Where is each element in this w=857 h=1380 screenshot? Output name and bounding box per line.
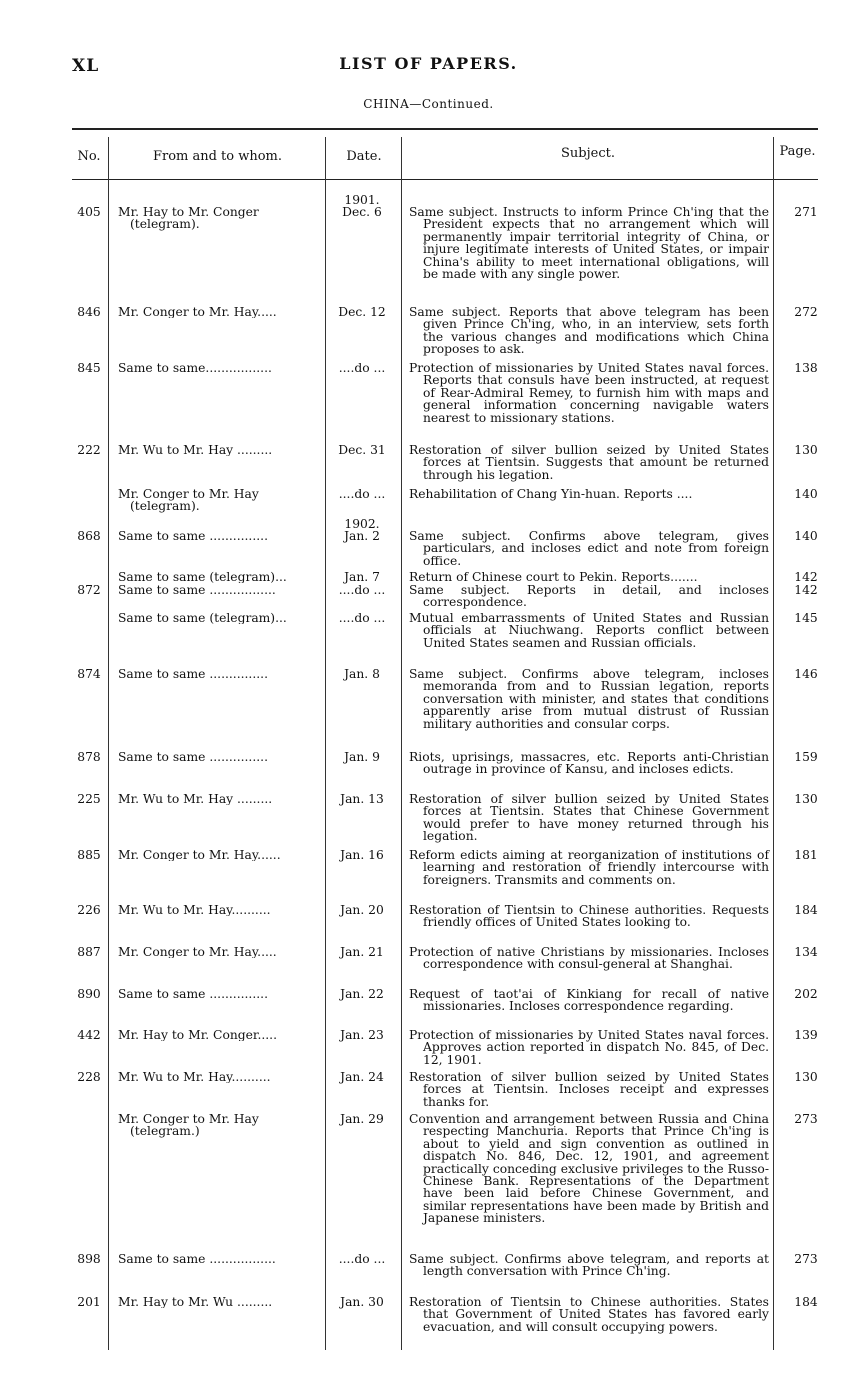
section-title: CHINA—Continued. <box>363 97 494 111</box>
row-page: 184 <box>794 1295 818 1309</box>
row-from-to: Mr. Conger to Mr. Hay (telegram). <box>118 487 259 514</box>
row-from-to: Mr. Hay to Mr. Conger (telegram). <box>118 205 259 232</box>
row-from-to: Same to same (telegram)... <box>118 612 287 625</box>
row-subject: Protection of missionaries by United States naval forces. Approves action reported in dispatch No. 845, of Dec. 12, 1901. <box>409 1028 769 1067</box>
row-number: 874 <box>77 667 101 681</box>
row-page: 159 <box>794 750 818 764</box>
row-page: 140 <box>794 529 818 543</box>
row-date: Jan. 21 <box>340 945 384 959</box>
row-page: 273 <box>794 1252 818 1266</box>
row-date: ....do ... <box>338 1252 386 1266</box>
row-from-to: Same to same ............... <box>118 668 268 681</box>
row-subject: Rehabilitation of Chang Yin-huan. Reports .... <box>409 487 693 501</box>
row-number: 878 <box>77 750 101 764</box>
row-page: 146 <box>794 667 818 681</box>
col-header-from: From and to whom. <box>152 149 283 164</box>
row-number: 898 <box>77 1252 101 1266</box>
row-number: 228 <box>77 1070 101 1084</box>
row-subject: Same subject. Reports in detail, and incloses correspondence. <box>409 583 769 610</box>
row-number: 222 <box>77 443 101 457</box>
row-number: 890 <box>77 987 101 1001</box>
row-subject: Reform edicts aiming at reorganization of institutions of learning and restoration of friendly intercourse with foreigners. Transmits and comments on. <box>409 848 769 887</box>
row-from-to: Mr. Wu to Mr. Hay ......... <box>118 444 273 457</box>
row-date: Jan. 16 <box>340 848 384 862</box>
col-divider <box>773 137 774 1350</box>
row-date: Dec. 12 <box>338 305 386 319</box>
row-page: 273 <box>794 1112 818 1126</box>
row-number: 845 <box>77 361 101 375</box>
col-divider <box>325 137 326 1350</box>
row-from-to: Mr. Conger to Mr. Hay...... <box>118 849 281 862</box>
row-page: 272 <box>794 305 818 319</box>
row-subject: Protection of native Christians by missionaries. Incloses correspondence with consul-general at Shanghai. <box>409 945 769 972</box>
col-divider <box>401 137 402 1350</box>
row-subject: Restoration of silver bullion seized by United States forces at Tientsin. Incloses receipt and expresses thanks for. <box>409 1070 769 1109</box>
row-from-to: Mr. Hay to Mr. Conger..... <box>118 1029 277 1042</box>
row-page: 145 <box>794 611 818 625</box>
row-from-to: Mr. Conger to Mr. Hay..... <box>118 946 277 959</box>
row-year: 1901. <box>344 193 380 207</box>
row-from-to: Same to same ............... <box>118 530 268 543</box>
row-subject: Same subject. Confirms above telegram, incloses memoranda from and to Russian legation, reports conversation with minister, and states that conditions apparently arise from mutual distrust of Russian military authorities and consular corps. <box>409 667 769 731</box>
row-page: 271 <box>794 205 818 219</box>
row-date: Jan. 2 <box>344 529 380 544</box>
col-divider <box>108 137 109 1350</box>
row-date: ....do ... <box>338 583 386 597</box>
row-subject: Restoration of Tientsin to Chinese authorities. Requests friendly offices of United States looking to. <box>409 903 769 930</box>
row-page: 202 <box>794 987 818 1001</box>
row-from-to: Same to same ............... <box>118 751 268 764</box>
col-header-page: Page. <box>779 144 816 159</box>
row-date: Jan. 22 <box>340 987 384 1001</box>
row-date: Jan. 29 <box>340 1112 384 1126</box>
row-subject: Restoration of silver bullion seized by United States forces at Tientsin. Suggests that amount be returned through his legation. <box>409 443 769 482</box>
row-date: Dec. 6 <box>342 205 382 220</box>
row-from-to: Mr. Wu to Mr. Hay ......... <box>118 793 273 806</box>
row-subject: Protection of missionaries by United States naval forces. Reports that consuls have been instructed, at request of Rear-Admiral Remey, to furnish him with maps and general information concerning navigable waters nearest to missionary stations. <box>409 361 769 425</box>
row-subject: Same subject. Confirms above telegram, gives particulars, and incloses edict and note from foreign office. <box>409 529 769 568</box>
row-from-to: Mr. Wu to Mr. Hay.......... <box>118 904 271 917</box>
row-page: 181 <box>794 848 818 862</box>
row-number: 887 <box>77 945 101 959</box>
row-subject: Same subject. Instructs to inform Prince Ch'ing that the President expects that no arrangement which will permanently impair territorial integrity of China, or injure legitimate interests of United States, or impair China's ability to meet international obligations, will be made with any single power. <box>409 205 769 282</box>
row-subject: Restoration of silver bullion seized by United States forces at Tientsin. States that Chinese Government would prefer to have money returned through his legation. <box>409 792 769 844</box>
row-number: 405 <box>77 205 101 219</box>
row-date: Jan. 23 <box>340 1028 384 1042</box>
row-date: Jan. 8 <box>344 667 380 681</box>
row-date: ....do ... <box>338 361 386 375</box>
row-page: 140 <box>794 487 818 501</box>
row-number: 226 <box>77 903 101 917</box>
row-page: 138 <box>794 361 818 375</box>
row-from-to: Mr. Conger to Mr. Hay..... <box>118 306 277 319</box>
row-date: Dec. 31 <box>338 443 386 457</box>
row-subject: Restoration of Tientsin to Chinese authorities. States that Government of United States has favored early evacuation, and will consult occupying powers. <box>409 1295 769 1334</box>
row-subject: Riots, uprisings, massacres, etc. Reports anti-Christian outrage in province of Kansu, and incloses edicts. <box>409 750 769 777</box>
row-subject: Same subject. Confirms above telegram, and reports at length conversation with Prince Ch'ing. <box>409 1252 769 1279</box>
row-from-to: Mr. Conger to Mr. Hay (telegram.) <box>118 1112 259 1139</box>
row-page: 142 <box>794 570 818 584</box>
row-year: 1902. <box>344 517 380 531</box>
row-date: Jan. 30 <box>340 1295 384 1309</box>
row-page: 134 <box>794 945 818 959</box>
row-from-to: Same to same ................. <box>118 584 276 597</box>
row-date: Jan. 9 <box>344 750 380 764</box>
row-date: ....do ... <box>338 611 386 625</box>
row-from-to: Same to same ................. <box>118 1253 276 1266</box>
col-header-subject: Subject. <box>561 146 615 161</box>
row-subject: Same subject. Reports that above telegram has been given Prince Ch'ing, who, in an interview, sets forth the various changes and modifications which China proposes to ask. <box>409 305 769 357</box>
row-subject: Request of taot'ai of Kinkiang for recall of native missionaries. Incloses correspondence regarding. <box>409 987 769 1014</box>
row-number: 442 <box>77 1028 101 1042</box>
row-date: Jan. 13 <box>340 792 384 806</box>
row-page: 139 <box>794 1028 818 1042</box>
row-from-to: Same to same ............... <box>118 988 268 1001</box>
page-number: XL <box>72 56 100 76</box>
row-number: 201 <box>77 1295 101 1309</box>
col-header-date: Date. <box>346 149 382 164</box>
row-number: 872 <box>77 583 101 597</box>
row-date: Jan. 24 <box>340 1070 384 1084</box>
row-page: 130 <box>794 1070 818 1084</box>
row-number: 868 <box>77 529 101 543</box>
row-date: Jan. 7 <box>344 570 380 584</box>
row-number: 885 <box>77 848 101 862</box>
row-subject: Convention and arrangement between Russia and China respecting Manchuria. Reports that Prince Ch'ing is about to yield and sign convention as outlined in dispatch No. 846, Dec. 12, 1901, and agreement practically conceding exclusive privileges to the Russo-Chinese Bank. Representations of the Department have been laid before Chinese Government, and similar representations have been made by British and Japanese ministers. <box>409 1112 769 1226</box>
row-number: 225 <box>77 792 101 806</box>
row-number: 846 <box>77 305 101 319</box>
col-header-no: No. <box>77 149 101 164</box>
row-from-to: Mr. Wu to Mr. Hay.......... <box>118 1071 271 1084</box>
row-subject: Return of Chinese court to Pekin. Reports....... <box>409 570 698 584</box>
row-date: ....do ... <box>338 487 386 501</box>
row-from-to: Mr. Hay to Mr. Wu ......... <box>118 1296 273 1309</box>
row-page: 130 <box>794 792 818 806</box>
row-page: 142 <box>794 583 818 597</box>
table-top-rule <box>72 128 818 130</box>
row-from-to: Same to same (telegram)... <box>118 571 287 584</box>
row-page: 184 <box>794 903 818 917</box>
page-title: LIST OF PAPERS. <box>339 54 518 73</box>
row-page: 130 <box>794 443 818 457</box>
row-from-to: Same to same................. <box>118 362 272 375</box>
row-subject: Mutual embarrassments of United States and Russian officials at Niuchwang. Reports conflict between United States seamen and Russian officials. <box>409 611 769 650</box>
header-bottom-rule <box>72 179 818 180</box>
row-date: Jan. 20 <box>340 903 384 917</box>
